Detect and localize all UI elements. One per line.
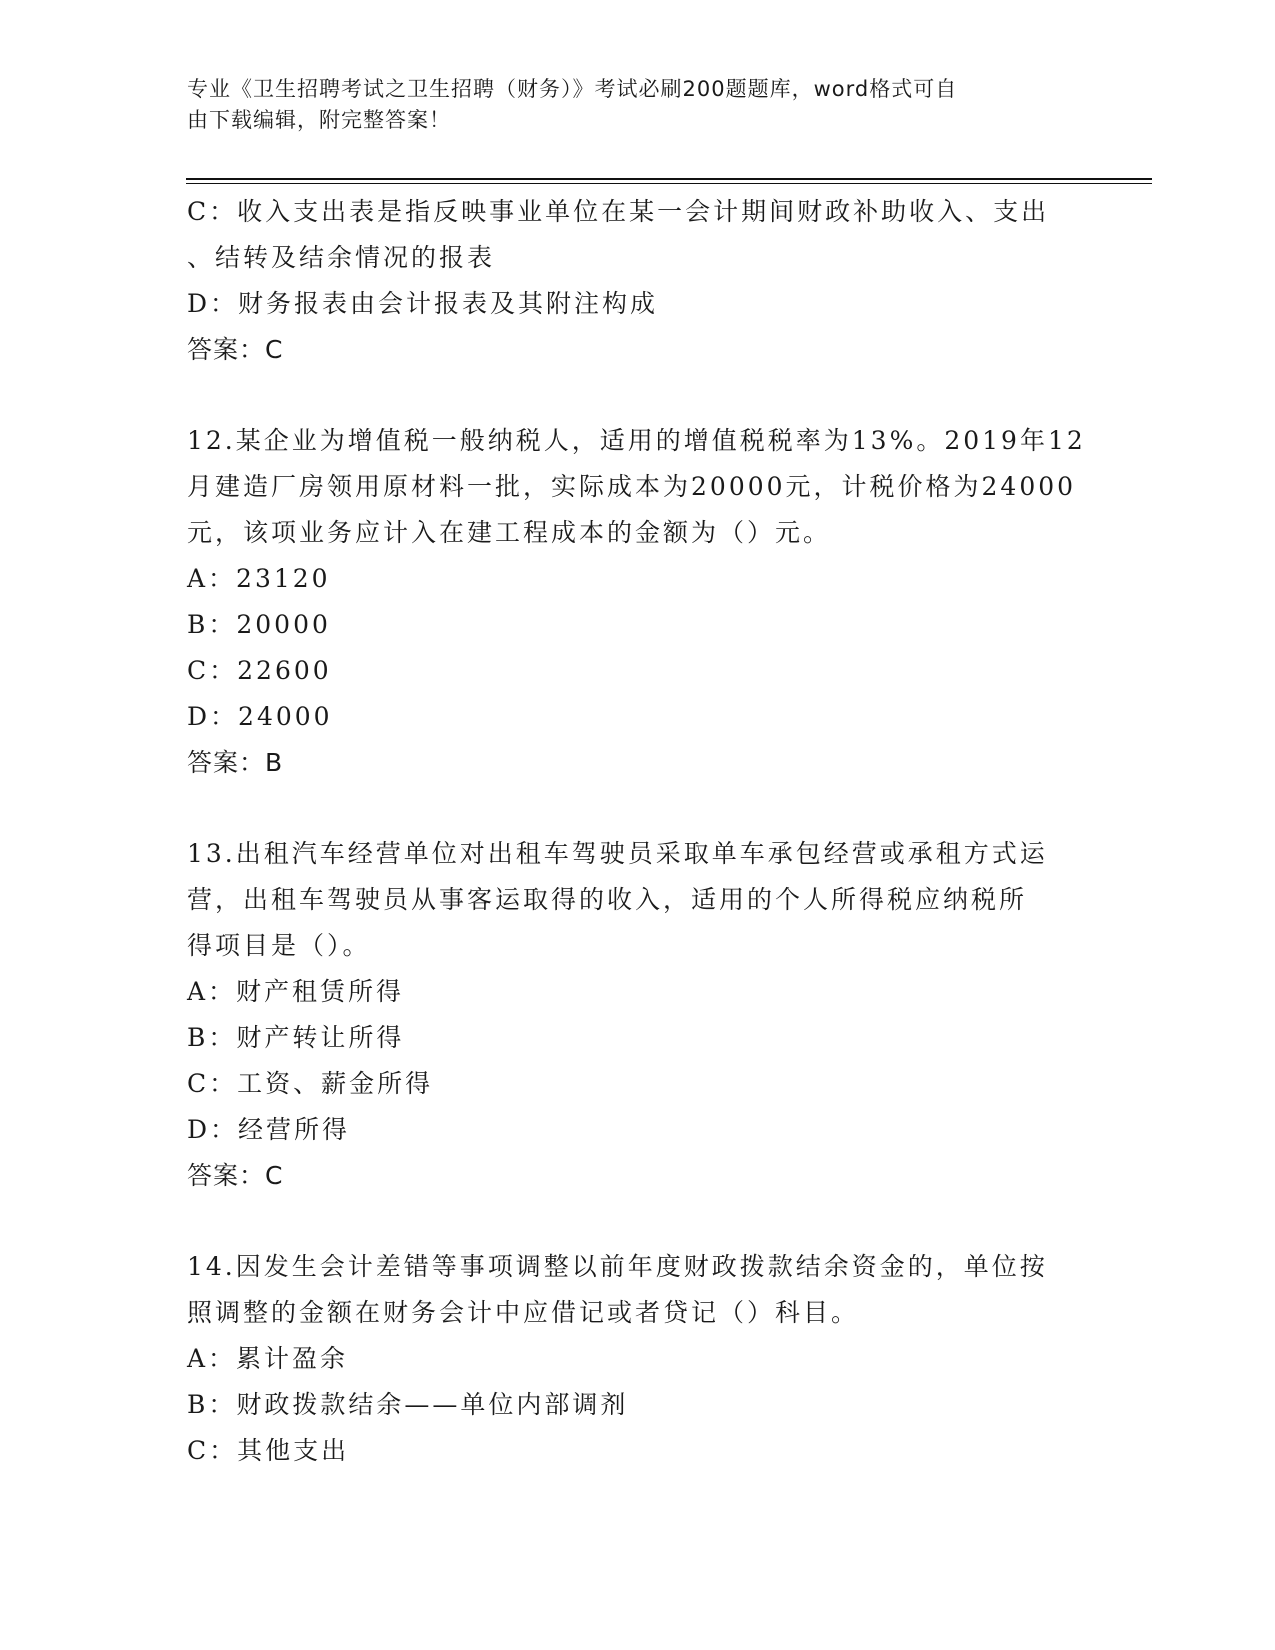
answer: 答案：C bbox=[187, 335, 284, 364]
option-a: A：财产租赁所得 bbox=[187, 977, 405, 1006]
option-c: C：其他支出 bbox=[187, 1436, 350, 1465]
document-body bbox=[187, 189, 1087, 1474]
question-stem: 得项目是（）。 bbox=[187, 931, 371, 960]
option-c: C：工资、薪金所得 bbox=[187, 1069, 434, 1098]
question-stem: 14.因发生会计差错等事项调整以前年度财政拨款结余资金的，单位按 bbox=[187, 1252, 1048, 1281]
option-c: 、结转及结余情况的报表 bbox=[187, 243, 496, 272]
question-11-tail bbox=[187, 189, 1087, 373]
option-d: D：经营所得 bbox=[187, 1115, 351, 1144]
answer: 答案：C bbox=[187, 1161, 284, 1190]
header-line: 专业《卫生招聘考试之卫生招聘（财务）》考试必刷200题题库，word格式可自 bbox=[187, 77, 958, 101]
question-12 bbox=[187, 418, 1087, 786]
question-stem: 照调整的金额在财务会计中应借记或者贷记（）科目。 bbox=[187, 1298, 860, 1327]
question-13 bbox=[187, 831, 1087, 1199]
header-rule bbox=[186, 183, 1152, 184]
option-c: C：收入支出表是指反映事业单位在某一会计期间财政补助收入、支出 bbox=[187, 197, 1050, 226]
question-stem: 13.出租汽车经营单位对出租车驾驶员采取单车承包经营或承租方式运 bbox=[187, 839, 1048, 868]
question-stem: 12.某企业为增值税一般纳税人，适用的增值税税率为13%。2019年12 bbox=[187, 426, 1086, 455]
option-b: B：20000 bbox=[187, 610, 331, 639]
question-stem: 营，出租车驾驶员从事客运取得的收入，适用的个人所得税应纳税所 bbox=[187, 885, 1028, 914]
question-stem: 元，该项业务应计入在建工程成本的金额为（）元。 bbox=[187, 518, 832, 547]
option-b: B：财产转让所得 bbox=[187, 1023, 405, 1052]
header-rule bbox=[186, 178, 1152, 180]
option-c: C：22600 bbox=[187, 656, 332, 685]
option-d: D：财务报表由会计报表及其附注构成 bbox=[187, 289, 659, 318]
option-a: A：23120 bbox=[187, 564, 331, 593]
option-b: B：财政拨款结余——单位内部调剂 bbox=[187, 1390, 629, 1419]
question-14 bbox=[187, 1244, 1087, 1474]
option-d: D：24000 bbox=[187, 702, 333, 731]
header-line: 由下载编辑，附完整答案！ bbox=[187, 108, 451, 132]
option-a: A：累计盈余 bbox=[187, 1344, 349, 1373]
question-stem: 月建造厂房领用原材料一批，实际成本为20000元，计税价格为24000 bbox=[187, 472, 1077, 501]
answer: 答案：B bbox=[187, 748, 284, 777]
document-header bbox=[187, 74, 1067, 136]
